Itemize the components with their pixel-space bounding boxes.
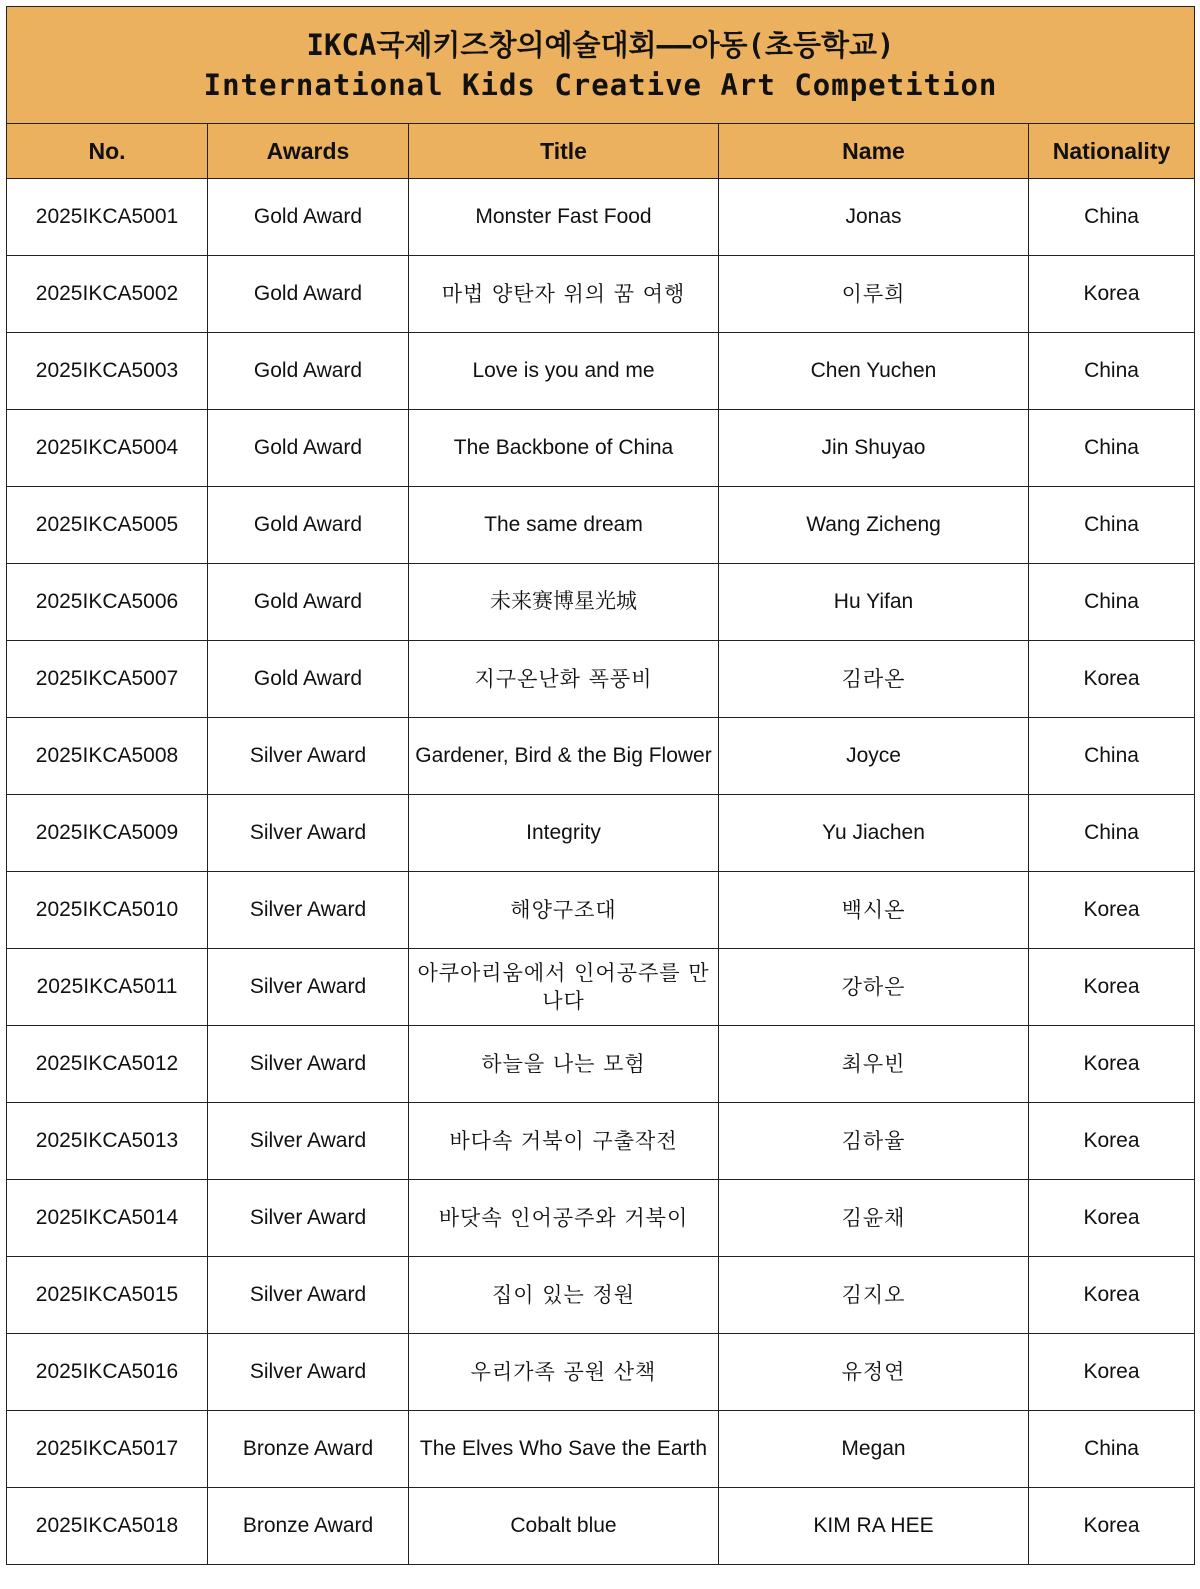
header-awards: Awards bbox=[208, 124, 409, 179]
cell-no: 2025IKCA5012 bbox=[7, 1026, 208, 1103]
header-name: Name bbox=[719, 124, 1029, 179]
cell-no: 2025IKCA5016 bbox=[7, 1334, 208, 1411]
cell-award: Silver Award bbox=[208, 872, 409, 949]
table-row bbox=[7, 1026, 1195, 1103]
cell-name: 최우빈 bbox=[719, 1026, 1029, 1103]
title-korean: IKCA국제키즈창의예술대회——아동(초등학교) bbox=[306, 28, 895, 62]
cell-title: The same dream bbox=[409, 487, 719, 564]
cell-name: 강하은 bbox=[719, 949, 1029, 1026]
cell-nationality: Korea bbox=[1029, 641, 1195, 718]
cell-title: 해양구조대 bbox=[409, 872, 719, 949]
cell-no: 2025IKCA5009 bbox=[7, 795, 208, 872]
table-row bbox=[7, 256, 1195, 333]
cell-no: 2025IKCA5003 bbox=[7, 333, 208, 410]
cell-nationality: Korea bbox=[1029, 256, 1195, 333]
cell-title: 우리가족 공원 산책 bbox=[409, 1334, 719, 1411]
header-title: Title bbox=[409, 124, 719, 179]
cell-nationality: China bbox=[1029, 564, 1195, 641]
cell-nationality: China bbox=[1029, 487, 1195, 564]
cell-nationality: China bbox=[1029, 179, 1195, 256]
cell-title: Integrity bbox=[409, 795, 719, 872]
cell-award: Silver Award bbox=[208, 1180, 409, 1257]
table-row bbox=[7, 1180, 1195, 1257]
cell-nationality: China bbox=[1029, 795, 1195, 872]
cell-title: 지구온난화 폭풍비 bbox=[409, 641, 719, 718]
cell-nationality: Korea bbox=[1029, 1180, 1195, 1257]
cell-name: 유정연 bbox=[719, 1334, 1029, 1411]
cell-no: 2025IKCA5013 bbox=[7, 1103, 208, 1180]
cell-title: Cobalt blue bbox=[409, 1488, 719, 1565]
cell-award: Gold Award bbox=[208, 333, 409, 410]
cell-award: Gold Award bbox=[208, 179, 409, 256]
cell-award: Gold Award bbox=[208, 487, 409, 564]
cell-title: Love is you and me bbox=[409, 333, 719, 410]
cell-award: Gold Award bbox=[208, 410, 409, 487]
cell-no: 2025IKCA5018 bbox=[7, 1488, 208, 1565]
cell-name: Jonas bbox=[719, 179, 1029, 256]
cell-name: 김하율 bbox=[719, 1103, 1029, 1180]
cell-award: Silver Award bbox=[208, 795, 409, 872]
cell-award: Gold Award bbox=[208, 564, 409, 641]
cell-no: 2025IKCA5004 bbox=[7, 410, 208, 487]
table-row bbox=[7, 949, 1195, 1026]
document-title bbox=[7, 7, 1195, 124]
cell-title: Gardener, Bird & the Big Flower bbox=[409, 718, 719, 795]
cell-nationality: Korea bbox=[1029, 1334, 1195, 1411]
table-row bbox=[7, 795, 1195, 872]
cell-nationality: China bbox=[1029, 333, 1195, 410]
cell-title: 未来赛博星光城 bbox=[409, 564, 719, 641]
cell-title: 마법 양탄자 위의 꿈 여행 bbox=[409, 256, 719, 333]
cell-name: KIM RA HEE bbox=[719, 1488, 1029, 1565]
cell-nationality: Korea bbox=[1029, 1488, 1195, 1565]
cell-no: 2025IKCA5001 bbox=[7, 179, 208, 256]
table-row bbox=[7, 410, 1195, 487]
header-no: No. bbox=[7, 124, 208, 179]
cell-name: 이루희 bbox=[719, 256, 1029, 333]
cell-name: 백시온 bbox=[719, 872, 1029, 949]
cell-award: Silver Award bbox=[208, 718, 409, 795]
cell-name: 김윤채 bbox=[719, 1180, 1029, 1257]
cell-title: 바닷속 인어공주와 거북이 bbox=[409, 1180, 719, 1257]
table-row bbox=[7, 1488, 1195, 1565]
cell-name: Chen Yuchen bbox=[719, 333, 1029, 410]
table-body bbox=[7, 179, 1195, 1565]
table-row bbox=[7, 487, 1195, 564]
cell-name: Joyce bbox=[719, 718, 1029, 795]
header-nationality: Nationality bbox=[1029, 124, 1195, 179]
cell-title: 집이 있는 정원 bbox=[409, 1257, 719, 1334]
cell-nationality: Korea bbox=[1029, 1257, 1195, 1334]
table-row bbox=[7, 641, 1195, 718]
cell-award: Gold Award bbox=[208, 641, 409, 718]
cell-award: Silver Award bbox=[208, 1257, 409, 1334]
cell-no: 2025IKCA5015 bbox=[7, 1257, 208, 1334]
cell-no: 2025IKCA5014 bbox=[7, 1180, 208, 1257]
table-row bbox=[7, 333, 1195, 410]
cell-nationality: Korea bbox=[1029, 949, 1195, 1026]
cell-award: Silver Award bbox=[208, 1026, 409, 1103]
cell-award: Silver Award bbox=[208, 949, 409, 1026]
table-row bbox=[7, 1411, 1195, 1488]
cell-no: 2025IKCA5011 bbox=[7, 949, 208, 1026]
cell-name: Jin Shuyao bbox=[719, 410, 1029, 487]
cell-nationality: Korea bbox=[1029, 1103, 1195, 1180]
cell-no: 2025IKCA5005 bbox=[7, 487, 208, 564]
cell-name: Hu Yifan bbox=[719, 564, 1029, 641]
cell-title: The Elves Who Save the Earth bbox=[409, 1411, 719, 1488]
cell-nationality: China bbox=[1029, 410, 1195, 487]
cell-title: Monster Fast Food bbox=[409, 179, 719, 256]
cell-award: Bronze Award bbox=[208, 1411, 409, 1488]
header-row bbox=[7, 124, 1195, 179]
cell-name: 김라온 bbox=[719, 641, 1029, 718]
cell-name: Megan bbox=[719, 1411, 1029, 1488]
cell-no: 2025IKCA5008 bbox=[7, 718, 208, 795]
cell-nationality: Korea bbox=[1029, 1026, 1195, 1103]
table-row bbox=[7, 718, 1195, 795]
title-english: International Kids Creative Art Competition bbox=[203, 68, 998, 102]
cell-title: 바다속 거북이 구출작전 bbox=[409, 1103, 719, 1180]
cell-nationality: China bbox=[1029, 718, 1195, 795]
cell-award: Gold Award bbox=[208, 256, 409, 333]
results-table bbox=[6, 6, 1195, 1565]
cell-award: Bronze Award bbox=[208, 1488, 409, 1565]
cell-award: Silver Award bbox=[208, 1334, 409, 1411]
cell-no: 2025IKCA5002 bbox=[7, 256, 208, 333]
cell-no: 2025IKCA5007 bbox=[7, 641, 208, 718]
cell-no: 2025IKCA5006 bbox=[7, 564, 208, 641]
table-row bbox=[7, 1103, 1195, 1180]
cell-title: 아쿠아리움에서 인어공주를 만나다 bbox=[409, 949, 719, 1026]
cell-name: 김지오 bbox=[719, 1257, 1029, 1334]
cell-award: Silver Award bbox=[208, 1103, 409, 1180]
cell-nationality: China bbox=[1029, 1411, 1195, 1488]
table-row bbox=[7, 872, 1195, 949]
table-row bbox=[7, 1334, 1195, 1411]
cell-title: The Backbone of China bbox=[409, 410, 719, 487]
cell-nationality: Korea bbox=[1029, 872, 1195, 949]
cell-no: 2025IKCA5010 bbox=[7, 872, 208, 949]
table-row bbox=[7, 179, 1195, 256]
cell-no: 2025IKCA5017 bbox=[7, 1411, 208, 1488]
cell-title: 하늘을 나는 모험 bbox=[409, 1026, 719, 1103]
cell-name: Wang Zicheng bbox=[719, 487, 1029, 564]
table-row bbox=[7, 564, 1195, 641]
table-row bbox=[7, 1257, 1195, 1334]
cell-name: Yu Jiachen bbox=[719, 795, 1029, 872]
